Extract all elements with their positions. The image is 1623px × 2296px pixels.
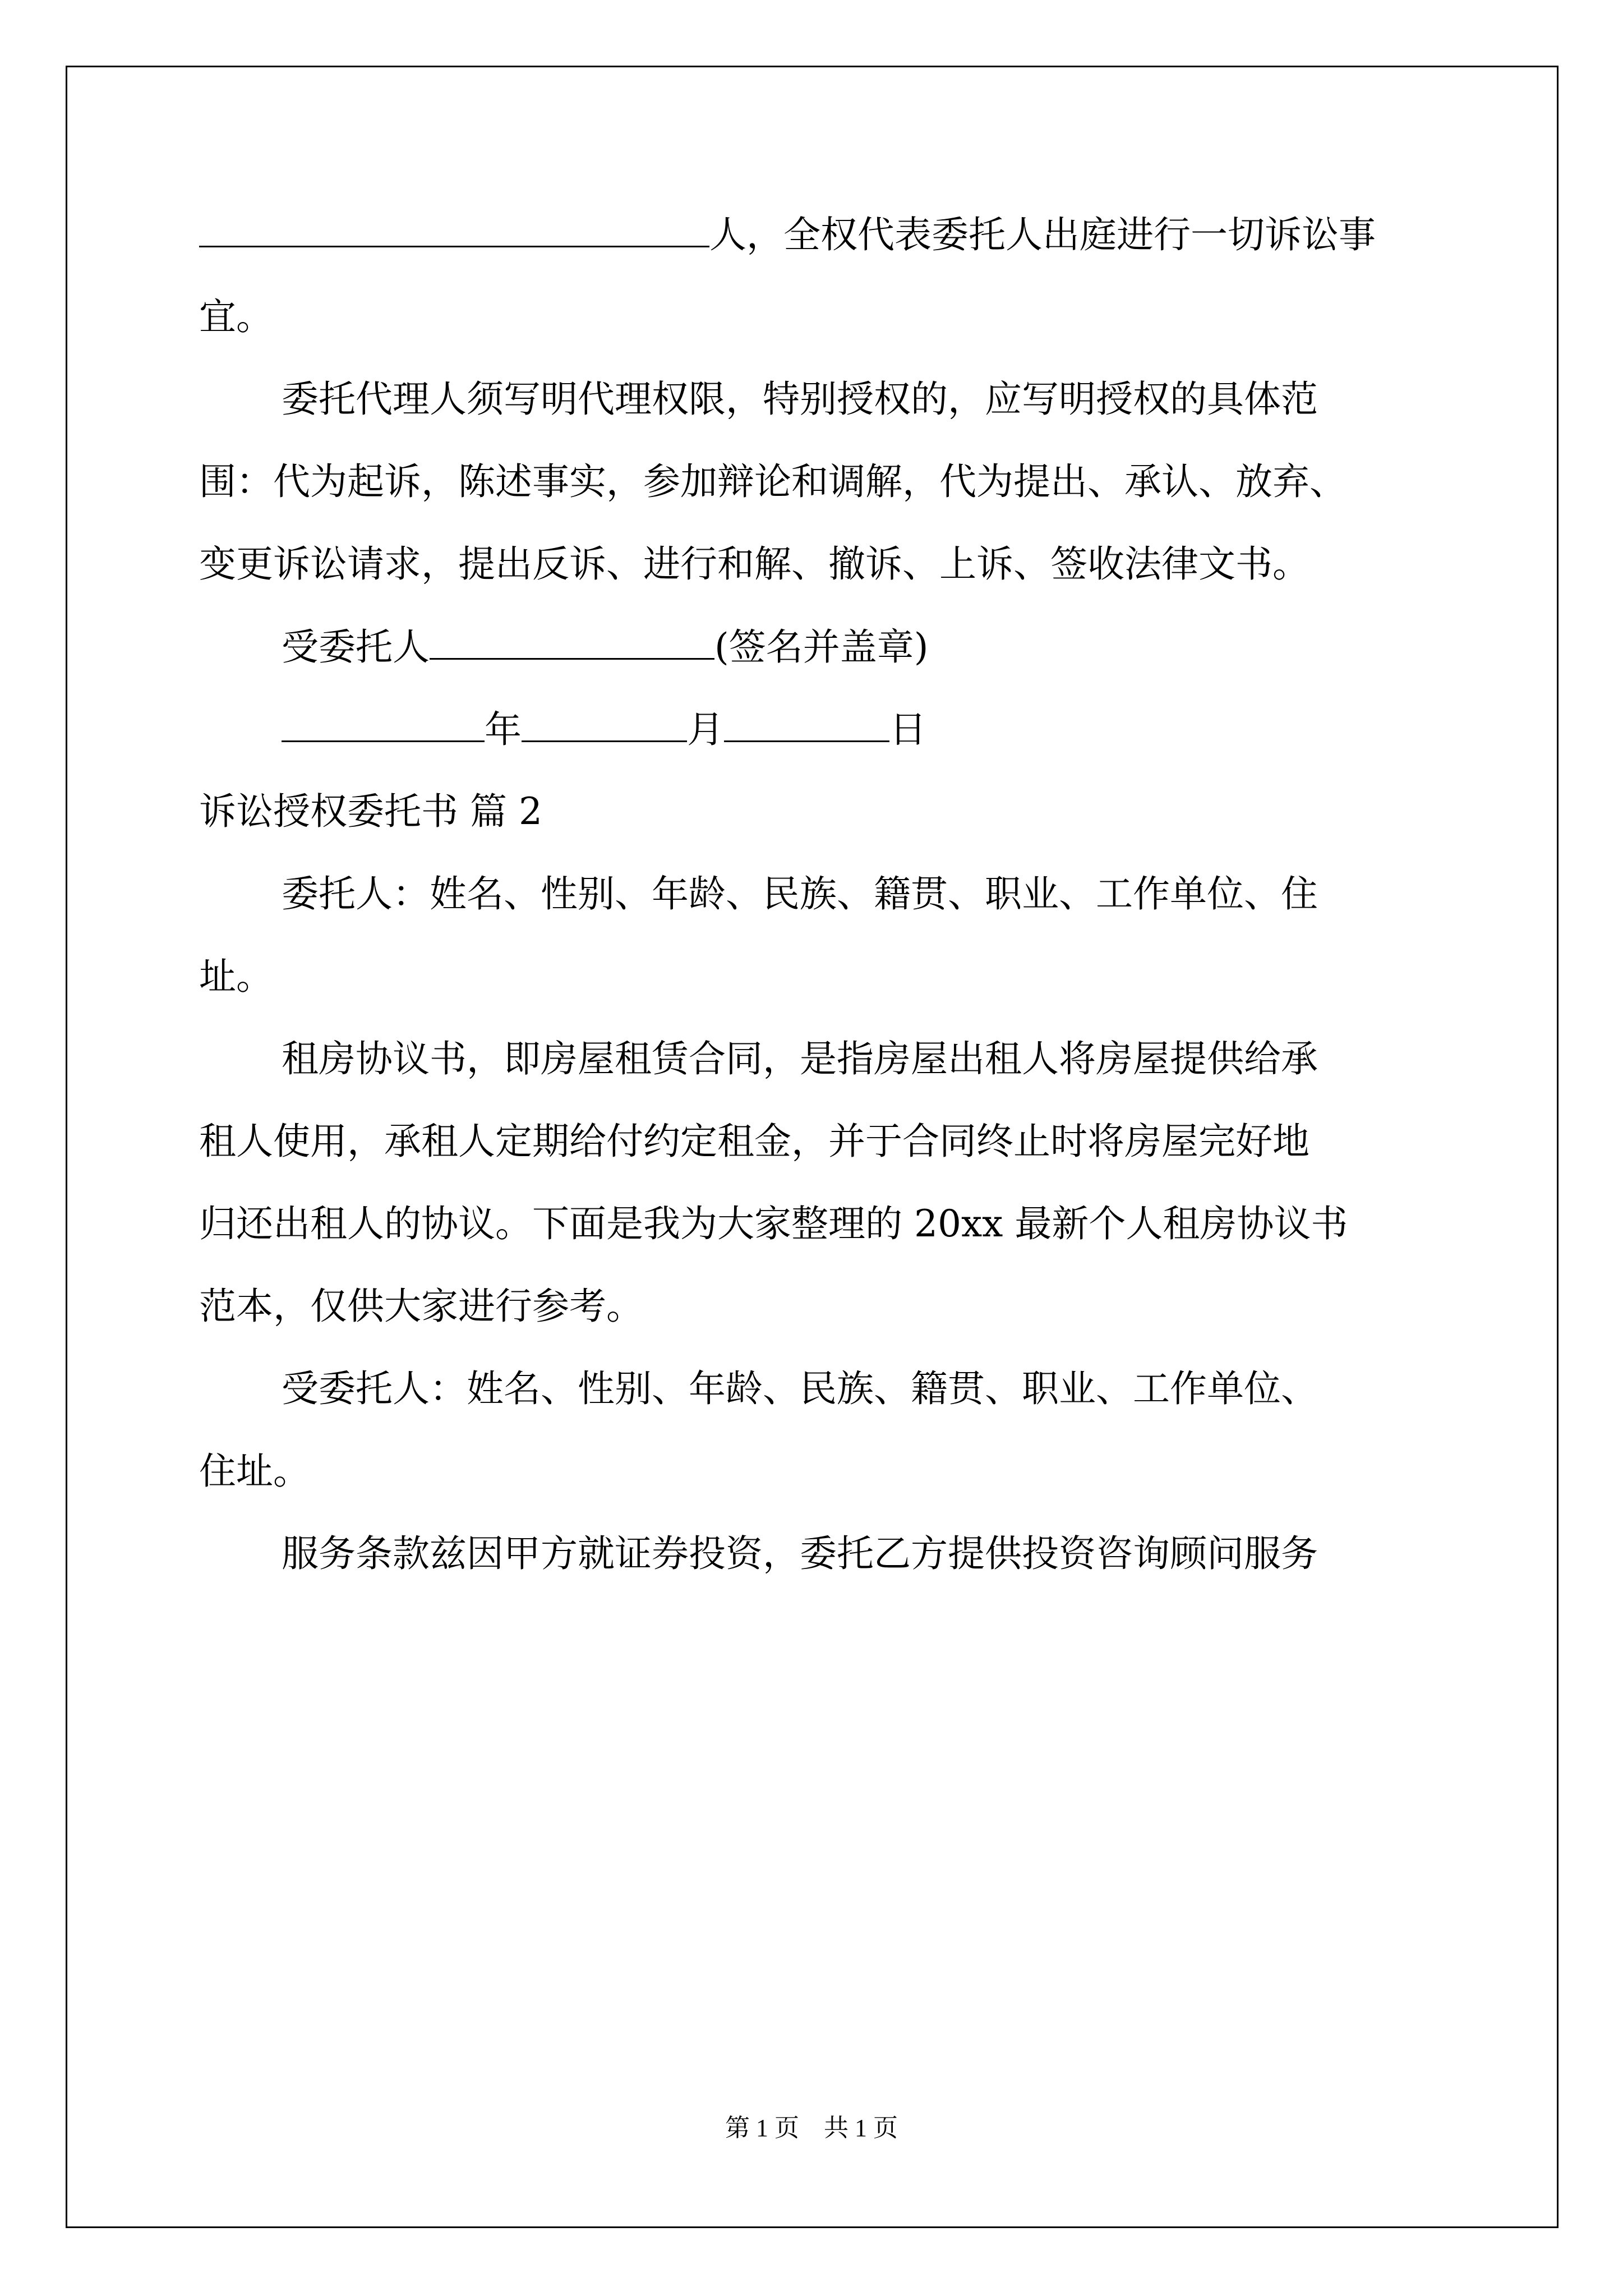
text-line: 归还出租人的协议。下面是我为大家整理的 20xx 最新个人租房协议书 (199, 1202, 1348, 1245)
fill-in-blank (724, 707, 889, 742)
text-line: 租房协议书，即房屋租赁合同，是指房屋出租人将房屋提供给承 (282, 1037, 1318, 1080)
fill-in-blank (282, 707, 485, 742)
page-number-footer: 第 1 页 共 1 页 (725, 2114, 898, 2142)
text-line: 住址。 (199, 1450, 310, 1493)
section-heading: 诉讼授权委托书 篇 2 (199, 790, 542, 833)
text-line: 围：代为起诉，陈述事实，参加辩论和调解，代为提出、承认、放弃、 (199, 460, 1347, 503)
fill-in-blank (430, 624, 714, 660)
text-line: 址。 (199, 955, 273, 998)
text-line: 租人使用，承租人定期给付约定租金，并于合同终止时将房屋完好地 (199, 1120, 1310, 1163)
text-line: 人，全权代表委托人出庭进行一切诉讼事 (199, 212, 1376, 257)
text-line: 范本，仅供大家进行参考。 (199, 1285, 643, 1328)
text-line: 变更诉讼请求，提出反诉、进行和解、撤诉、上诉、签收法律文书。 (199, 542, 1310, 586)
text-line: 受委托人：姓名、性别、年龄、民族、籍贯、职业、工作单位、 (282, 1367, 1318, 1410)
fill-in-blank (199, 212, 709, 247)
text-line: 委托人：姓名、性别、年龄、民族、籍贯、职业、工作单位、住 (282, 872, 1318, 915)
text-line: 宜。 (199, 295, 273, 338)
fill-in-blank (522, 707, 687, 742)
text-line: 委托代理人须写明代理权限，特别授权的，应写明授权的具体范 (282, 378, 1318, 421)
signature-line: 受委托人 (签名并盖章) (282, 625, 929, 669)
text-line: 服务条款兹因甲方就证券投资，委托乙方提供投资咨询顾问服务 (282, 1532, 1318, 1575)
date-line: 年 月 日 (282, 707, 926, 752)
